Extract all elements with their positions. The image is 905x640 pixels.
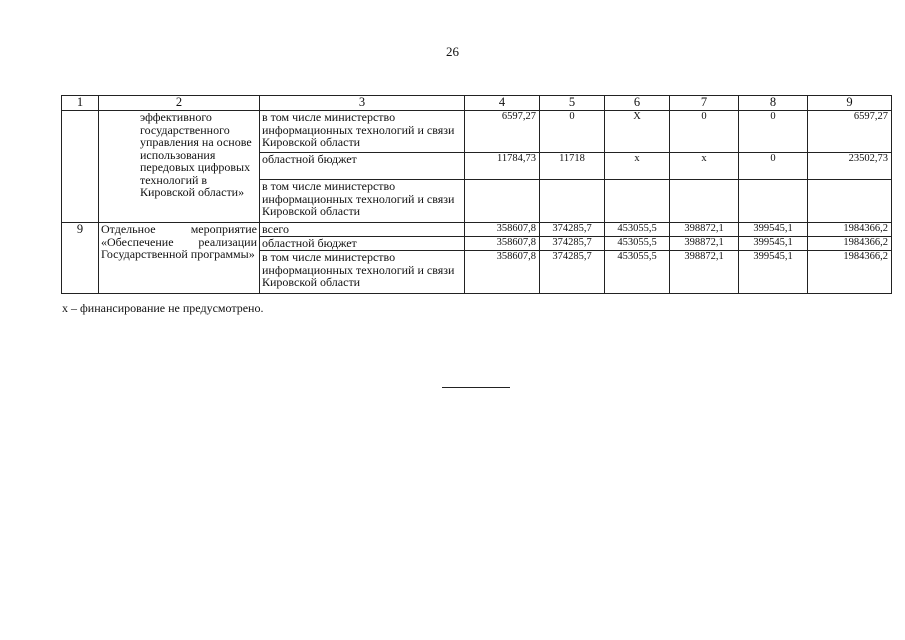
header-cell: 3 <box>260 96 465 111</box>
header-cell: 7 <box>670 96 739 111</box>
program-name-cell: эффективного государственного управления на основе использования передовых цифровых технологий в Кировской области» <box>99 111 260 223</box>
value-cell: 399545,1 <box>739 237 808 251</box>
value-cell: 399545,1 <box>739 223 808 237</box>
value-cell: 398872,1 <box>670 237 739 251</box>
row-number-cell <box>62 111 99 223</box>
funding-source-cell: в том числе министерство информационных технологий и связи Кировской области <box>260 111 465 153</box>
funding-source-cell: в том числе министерство информационных технологий и связи Кировской области <box>260 251 465 294</box>
end-divider <box>442 387 510 388</box>
funding-source-cell: областной бюджет <box>260 153 465 180</box>
funding-source-cell: в том числе министерство информационных технологий и связи Кировской области <box>260 180 465 223</box>
value-cell: 0 <box>540 111 605 153</box>
value-cell: 453055,5 <box>605 237 670 251</box>
header-cell: 9 <box>808 96 892 111</box>
header-cell: 5 <box>540 96 605 111</box>
table-row <box>62 223 892 237</box>
funding-source-cell: областной бюджет <box>260 237 465 251</box>
value-cell: 6597,27 <box>465 111 540 153</box>
value-cell: 0 <box>739 111 808 153</box>
value-cell: 358607,8 <box>465 223 540 237</box>
value-cell: х <box>670 153 739 180</box>
header-cell: 6 <box>605 96 670 111</box>
value-cell: х <box>605 153 670 180</box>
value-cell: 453055,5 <box>605 223 670 237</box>
value-cell <box>605 180 670 223</box>
header-cell: 1 <box>62 96 99 111</box>
header-cell: 2 <box>99 96 260 111</box>
value-cell: 0 <box>739 153 808 180</box>
page-number: 26 <box>446 44 459 59</box>
value-cell: 1984366,2 <box>808 223 892 237</box>
value-cell <box>739 180 808 223</box>
value-cell: 11718 <box>540 153 605 180</box>
value-cell: 358607,8 <box>465 237 540 251</box>
value-cell: 1984366,2 <box>808 251 892 294</box>
value-cell: 399545,1 <box>739 251 808 294</box>
table-header-row <box>62 96 892 111</box>
row-number-cell: 9 <box>62 223 99 294</box>
value-cell: 358607,8 <box>465 251 540 294</box>
footnote: х – финансирование не предусмотрено. <box>62 301 264 315</box>
table-row <box>62 111 892 153</box>
value-cell: 374285,7 <box>540 237 605 251</box>
value-cell: 398872,1 <box>670 251 739 294</box>
value-cell: 374285,7 <box>540 223 605 237</box>
header-cell: 8 <box>739 96 808 111</box>
financing-table <box>61 95 892 294</box>
program-name-cell: Отдельное мероприятие «Обеспечение реализации Государственной программы» <box>99 223 260 294</box>
value-cell: 1984366,2 <box>808 237 892 251</box>
header-cell: 4 <box>465 96 540 111</box>
value-cell <box>540 180 605 223</box>
value-cell: 11784,73 <box>465 153 540 180</box>
value-cell: 374285,7 <box>540 251 605 294</box>
value-cell <box>670 180 739 223</box>
value-cell: 0 <box>670 111 739 153</box>
funding-source-cell: всего <box>260 223 465 237</box>
value-cell: 453055,5 <box>605 251 670 294</box>
value-cell <box>808 180 892 223</box>
value-cell: 6597,27 <box>808 111 892 153</box>
value-cell: 23502,73 <box>808 153 892 180</box>
value-cell <box>465 180 540 223</box>
value-cell: Х <box>605 111 670 153</box>
value-cell: 398872,1 <box>670 223 739 237</box>
